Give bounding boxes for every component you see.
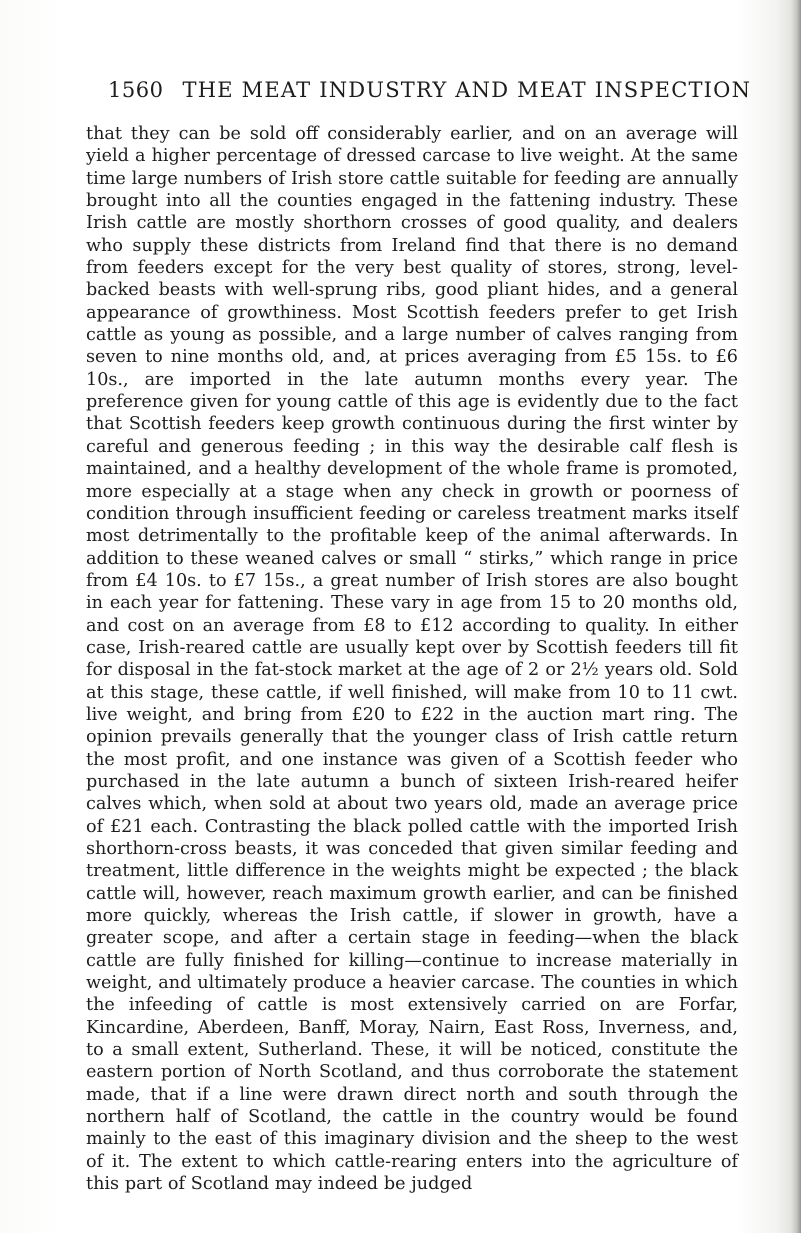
page-edge-shadow — [791, 0, 801, 1233]
running-title: THE MEAT INDUSTRY AND MEAT INSPECTION — [182, 78, 752, 102]
running-head — [108, 78, 752, 110]
page-number: 1560 — [108, 78, 164, 102]
body-paragraph: that they can be sold off considerably earlier, and on an average will yield a higher percentage of dressed carcase to live weight. At the same time large numbers of Irish store cattle suitable for feeding are annually brought into all the counties engaged in the fattening industry. These Irish cattle are mostly shorthorn crosses of good quality, and dealers who supply these districts from Ireland find that there is no demand from feeders except for the very best quality of stores, strong, level-backed beasts with well-sprung ribs, good pliant hides, and a general appearance of growthiness. Most Scottish feeders prefer to get Irish cattle as young as possible, and a large number of calves ranging from seven to nine months old, and, at prices averaging from £5 15s. to £6 10s., are imported in the late autumn months every year. The preference given for young cattle of this age is evidently due to the fact that Scottish feeders keep growth continuous during the first winter by careful and generous feeding ; in this way the desirable calf flesh is maintained, and a healthy development of the whole frame is promoted, more especially at a stage when any check in growth or poorness of condition through insufficient feeding or careless treatment marks itself most detrimentally to the profitable keep of the animal afterwards. In addition to these weaned calves or small “ stirks,” which range in price from £4 10s. to £7 15s., a great number of Irish stores are also bought in each year for fattening. These vary in age from 15 to 20 months old, and cost on an average from £8 to £12 according to quality. In either case, Irish-reared cattle are usually kept over by Scottish feeders till fit for disposal in the fat-stock market at the age of 2 or 2½ years old. Sold at this stage, these cattle, if well finished, will make from 10 to 11 cwt. live weight, and bring from £20 to £22 in the auction mart ring. The opinion prevails generally that the younger class of Irish cattle return the most profit, and one instance was given of a Scottish feeder who purchased in the late autumn a bunch of sixteen Irish-reared heifer calves which, when sold at about two years old, made an average price of £21 each. Contrasting the black polled cattle with the imported Irish shorthorn-cross beasts, it was conceded that given similar feeding and treatment, little difference in the weights might be expected ; the black cattle will, however, reach maximum growth earlier, and can be finished more quickly, whereas the Irish cattle, if slower in growth, have a greater scope, and after a certain stage in feeding—when the black cattle are fully finished for killing—continue to increase materially in weight, and ultimately produce a heavier carcase. The counties in which the infeeding of cattle is most extensively carried on are Forfar, Kincardine, Aberdeen, Banff, Moray, Nairn, East Ross, Inverness, and, to a small extent, Sutherland. These, it will be noticed, constitute the eastern portion of North Scotland, and thus corroborate the statement made, that if a line were drawn direct north and south through the northern half of Scotland, the cattle in the country would be found mainly to the east of this imaginary division and the sheep to the west of it. The extent to which cattle-rearing enters into the agriculture of this part of Scotland may indeed be judged — [86, 124, 738, 1195]
